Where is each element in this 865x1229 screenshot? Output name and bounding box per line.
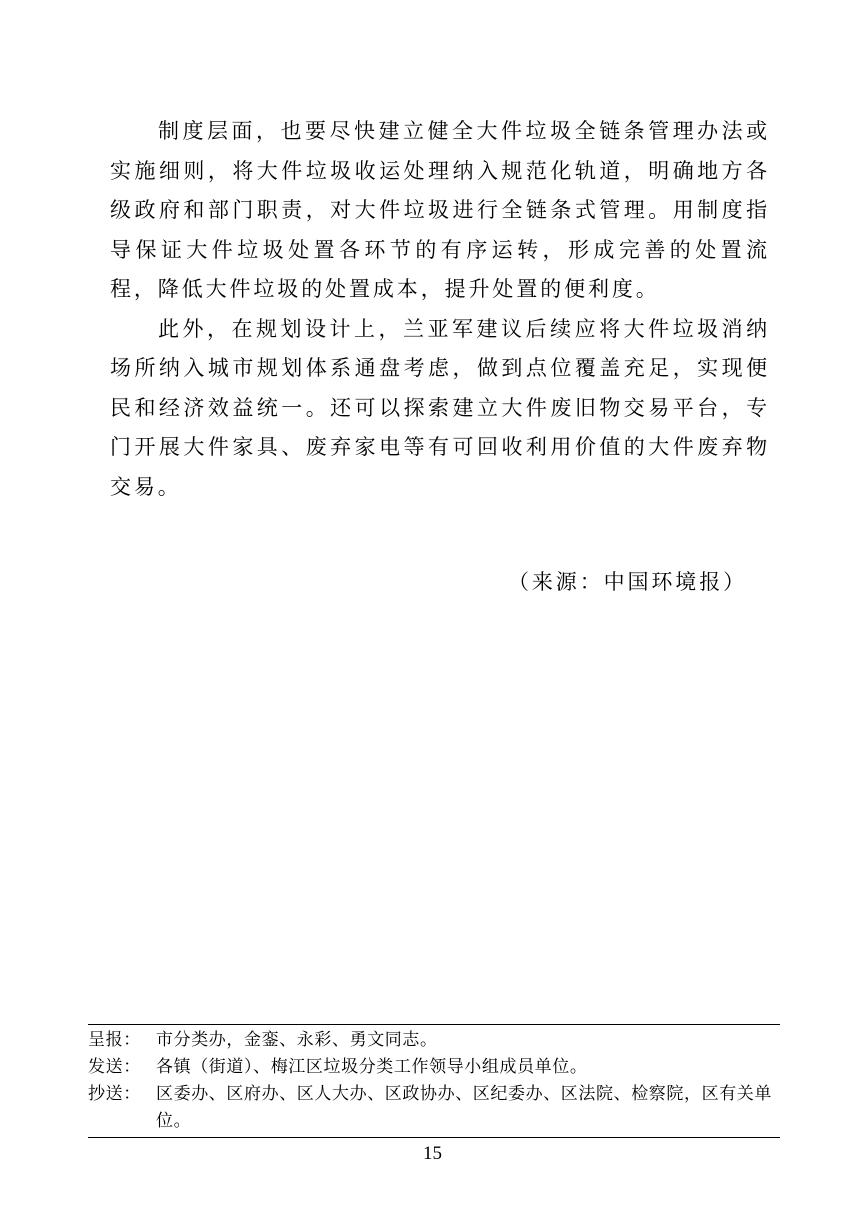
distribution-list [88,1027,780,1135]
paragraph-institutional-measures: 制度层面，也要尽快建立健全大件垃圾全链条管理办法或实施细则，将大件垃圾收运处理纳入规范化轨道，明确地方各级政府和部门职责，对大件垃圾进行全链条式管理。用制度指导保证大件垃圾处置各环节的有序运转，形成完善的处置流程，降低大件垃圾的处置成本，提升处置的便利度。 [110,119,770,301]
distribution-top-rule [88,1024,780,1025]
page-number: 15 [423,1143,442,1164]
copy-to-label: 抄送： [88,1084,141,1104]
copy-to-value: 区委办、区府办、区人大办、区政协办、区纪委办、区法院、检察院，区有关单位。 [156,1084,772,1131]
article-body [110,112,770,507]
source-attribution: （来源：中国环境报） [508,570,747,594]
send-to-row [88,1054,780,1081]
send-to-value: 各镇（街道）、梅江区垃圾分类工作领导小组成员单位。 [156,1057,588,1077]
distribution-bottom-rule [88,1137,780,1138]
send-to-label: 发送： [88,1057,141,1077]
report-to-row [88,1027,780,1054]
report-to-label: 呈报： [88,1030,141,1050]
paragraph-planning-design: 此外，在规划设计上，兰亚军建议后续应将大件垃圾消纳场所纳入城市规划体系通盘考虑，做到点位覆盖充足，实现便民和经济效益统一。还可以探索建立大件废旧物交易平台，专门开展大件家具、废弃家电等有可回收利用价值的大件废弃物交易。 [110,316,770,499]
report-to-value: 市分类办，金銮、永彩、勇文同志。 [156,1030,438,1050]
copy-to-row [88,1081,780,1135]
